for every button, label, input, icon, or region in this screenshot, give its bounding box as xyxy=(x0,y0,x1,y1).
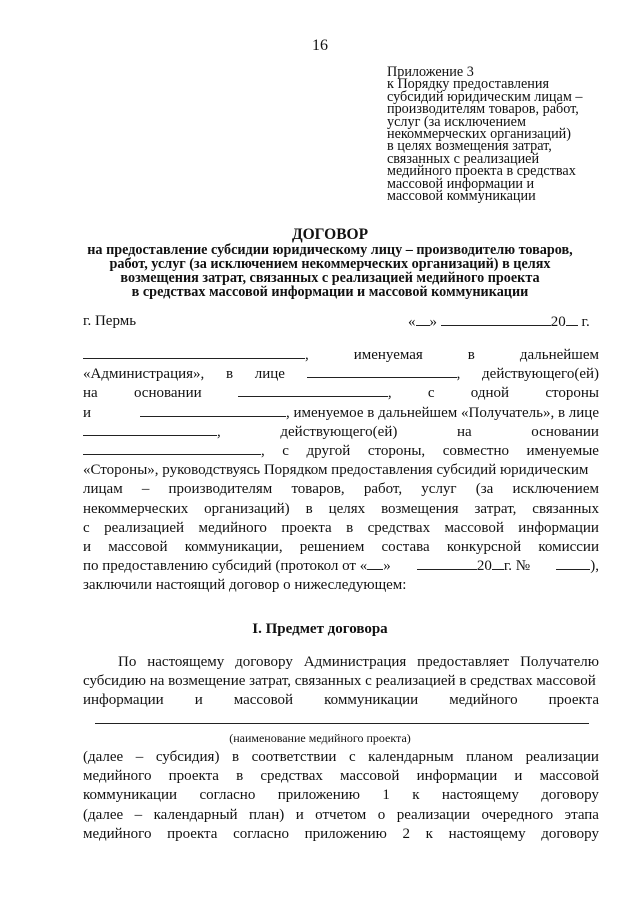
title-main: ДОГОВОР xyxy=(291,226,369,243)
word: договору xyxy=(235,654,293,670)
intro-line-11 xyxy=(83,538,599,557)
annex-line: некоммерческих организаций) xyxy=(387,126,571,143)
word: Администрация xyxy=(303,654,407,670)
word: массовой xyxy=(108,538,168,555)
word: этапа xyxy=(564,806,599,823)
intro-line-8 xyxy=(83,480,599,499)
year-prefix: 20 xyxy=(550,314,566,330)
word: медийного xyxy=(449,692,518,709)
text: и xyxy=(83,404,92,421)
administration-basis-blank[interactable] xyxy=(238,384,388,397)
protocol-month-blank[interactable] xyxy=(417,557,477,570)
section-heading: I. Предмет договора xyxy=(252,621,388,637)
p2-line-5 xyxy=(83,825,599,844)
annex-line: в целях возмещения затрат, xyxy=(387,138,552,155)
word: целях xyxy=(328,500,366,517)
annex-line: к Порядку предоставления xyxy=(387,76,549,93)
annex-line: связанных с реализацией xyxy=(387,150,540,167)
word: отчетом xyxy=(315,806,367,823)
text: одной xyxy=(470,385,510,402)
text: , xyxy=(217,423,221,440)
p2-line-4 xyxy=(83,806,599,825)
intro-line-4 xyxy=(83,404,599,423)
text: ), xyxy=(590,558,599,575)
text: «Администрация», xyxy=(83,366,205,383)
page-number: 16 xyxy=(312,37,328,54)
title-line: возмещения затрат, связанных с реализацией медийного проекта xyxy=(120,270,540,286)
text: стороны, xyxy=(367,442,426,459)
word: исключением xyxy=(512,481,599,498)
word: настоящему xyxy=(441,787,519,804)
intro-line-9 xyxy=(83,500,599,519)
word: (за xyxy=(475,481,494,498)
word: предоставляет xyxy=(417,654,510,670)
word: согласно xyxy=(233,825,289,842)
word: субсидия) xyxy=(155,749,220,765)
word: очередного xyxy=(481,806,554,823)
date-close-quote: » xyxy=(429,314,437,330)
text: на xyxy=(83,385,98,402)
word: календарный xyxy=(153,806,238,823)
p1-line-1 xyxy=(83,653,599,672)
recipient-basis-blank[interactable] xyxy=(83,442,261,455)
p2-line-3 xyxy=(83,786,599,805)
word: работ, xyxy=(363,481,403,498)
date-open-quote: « xyxy=(408,314,416,330)
subject-paragraph-2 xyxy=(83,748,599,844)
word: массовой xyxy=(233,692,294,709)
word: связанных xyxy=(532,500,599,517)
word: некоммерческих xyxy=(83,500,189,517)
word: – xyxy=(134,806,143,823)
word: (далее xyxy=(83,806,124,823)
intro-line-6 xyxy=(83,442,599,461)
text: основании xyxy=(133,385,202,402)
word: соответствии xyxy=(251,749,337,765)
title-line: работ, услуг (за исключением некоммерческих организаций) в целях xyxy=(109,256,551,272)
word: план) xyxy=(249,806,285,823)
administration-representative-blank[interactable] xyxy=(307,365,457,378)
word: о xyxy=(377,806,386,823)
annex-line: производителям товаров, работ, xyxy=(387,101,579,118)
word: и xyxy=(514,768,523,785)
word: 1 xyxy=(382,787,390,804)
intro-line-10 xyxy=(83,519,599,538)
intro-line-5 xyxy=(83,423,599,442)
administration-name-blank[interactable] xyxy=(83,346,305,359)
intro-line-7: «Стороны», руководствуясь Порядком предоставления субсидий юридическим xyxy=(83,462,589,479)
word: массовой xyxy=(539,768,599,785)
text: в xyxy=(467,347,475,363)
word: услуг xyxy=(421,481,457,498)
text: именуемые xyxy=(526,442,599,459)
intro-line-3 xyxy=(83,384,599,403)
intro-line-2 xyxy=(83,365,599,384)
word: конкурсной xyxy=(446,538,522,555)
title-line: в средствах массовой информации и массовой коммуникации xyxy=(131,284,529,300)
word: информации xyxy=(518,519,599,536)
word: реализации xyxy=(396,806,471,823)
protocol-day-blank[interactable] xyxy=(367,557,383,570)
media-project-name-blank[interactable] xyxy=(95,723,589,724)
month-blank[interactable] xyxy=(441,313,551,326)
word: и xyxy=(83,538,92,555)
recipient-representative-blank[interactable] xyxy=(83,423,217,436)
year-suffix: г. xyxy=(581,314,590,330)
subject-paragraph-1 xyxy=(83,653,599,711)
annex-line: массовой информации и xyxy=(387,175,535,192)
word: средствах xyxy=(367,519,431,536)
intro-line-13: заключили настоящий договор о нижеследующем: xyxy=(83,577,407,594)
annex-line: массовой коммуникации xyxy=(387,188,536,205)
text: с xyxy=(427,385,435,402)
text: действующего(ей) xyxy=(482,366,599,383)
word: – xyxy=(135,749,144,765)
word: договору xyxy=(541,787,599,804)
word: планом xyxy=(466,749,514,765)
word: коммуникации xyxy=(83,787,178,804)
p1-line-3 xyxy=(83,691,599,710)
word: (далее xyxy=(83,749,124,765)
word: и xyxy=(295,806,304,823)
word: к xyxy=(412,787,420,804)
protocol-year-blank[interactable] xyxy=(492,557,504,570)
text: , xyxy=(456,366,461,383)
word: в xyxy=(305,500,313,517)
text: другой xyxy=(306,442,351,459)
word: Получателю xyxy=(520,654,599,670)
word: проекта xyxy=(548,692,599,709)
word: с xyxy=(83,519,90,536)
place-of-signing: г. Пермь xyxy=(83,313,137,329)
word: состава xyxy=(381,538,430,555)
word: массовой xyxy=(340,768,400,785)
recipient-name-blank[interactable] xyxy=(140,404,286,417)
text: основании xyxy=(531,423,599,440)
title-line: на предоставление субсидии юридическому лицу – производителю товаров, xyxy=(87,242,573,258)
p1-line-2: субсидию на возмещение затрат, связанных с реализацией в средствах массовой xyxy=(83,673,596,690)
word: реализацией xyxy=(104,519,185,536)
text: , именуемое в дальнейшем «Получатель», в лице xyxy=(286,404,599,421)
word: коммуникации xyxy=(324,692,419,709)
protocol-number-blank[interactable] xyxy=(556,557,590,570)
intro-line-1 xyxy=(83,346,599,365)
document-title xyxy=(40,228,620,299)
text: действующего(ей) xyxy=(280,423,398,440)
word: приложению xyxy=(277,787,360,804)
annex-line: услуг (за исключением xyxy=(387,113,526,130)
text: в xyxy=(225,366,234,383)
word: комиссии xyxy=(538,538,599,555)
year-blank[interactable] xyxy=(566,313,578,326)
day-blank[interactable] xyxy=(416,313,430,326)
text: по предоставлению субсидий (протокол от « xyxy=(83,558,368,575)
word: решением xyxy=(299,538,365,555)
text: стороны xyxy=(545,385,599,402)
text: г. № xyxy=(503,558,531,575)
contract-intro xyxy=(83,346,599,595)
word: настоящему xyxy=(448,825,526,842)
word: информации xyxy=(416,768,498,785)
word: договору xyxy=(541,825,599,842)
text: дальнейшем xyxy=(519,347,599,363)
text: лице xyxy=(254,366,285,383)
intro-line-12 xyxy=(83,557,599,576)
word: медийного xyxy=(83,825,152,842)
word: возмещения xyxy=(381,500,459,517)
text: , xyxy=(387,385,392,402)
text: на xyxy=(456,423,472,440)
annex-line: субсидий юридическим лицам – xyxy=(387,88,583,105)
word: согласно xyxy=(199,787,256,804)
p2-line-2 xyxy=(83,767,599,786)
word: лицам xyxy=(83,481,123,498)
word: массовой xyxy=(444,519,504,536)
word: с xyxy=(348,749,356,765)
word: затрат, xyxy=(474,500,517,517)
word: средствах xyxy=(260,768,323,785)
word: По xyxy=(118,654,137,670)
text: » xyxy=(383,558,391,575)
date-field xyxy=(408,313,590,331)
word: медийного xyxy=(198,519,267,536)
word: настоящему xyxy=(147,654,225,670)
media-project-caption: (наименование медийного проекта) xyxy=(229,731,411,745)
word: информации xyxy=(83,692,164,709)
word: к xyxy=(425,825,433,842)
word: коммуникации, xyxy=(184,538,283,555)
word: приложению xyxy=(304,825,387,842)
text: , xyxy=(305,347,309,363)
text: с xyxy=(282,442,289,459)
text: 20 xyxy=(476,558,492,575)
word: и xyxy=(194,692,203,709)
word: в xyxy=(236,768,244,785)
word: в xyxy=(346,519,354,536)
text: именуемая xyxy=(353,347,423,363)
text: совместно xyxy=(442,442,509,459)
annex-header xyxy=(387,64,612,205)
annex-line: Приложение 3 xyxy=(387,64,474,80)
word: в xyxy=(232,749,240,765)
annex-line: медийного проекта в средствах xyxy=(387,163,576,180)
word: товаров, xyxy=(291,481,345,498)
text: , xyxy=(261,442,265,459)
p2-line-1 xyxy=(83,748,599,767)
word: 2 xyxy=(402,825,411,842)
word: календарным xyxy=(368,749,454,765)
word: организаций) xyxy=(204,500,290,517)
word: проекта xyxy=(281,519,332,536)
word: реализации xyxy=(525,749,599,765)
word: производителям xyxy=(168,481,273,498)
word: проекта xyxy=(168,768,219,785)
word: – xyxy=(141,481,150,498)
word: проекта xyxy=(167,825,218,842)
word: медийного xyxy=(83,768,152,785)
